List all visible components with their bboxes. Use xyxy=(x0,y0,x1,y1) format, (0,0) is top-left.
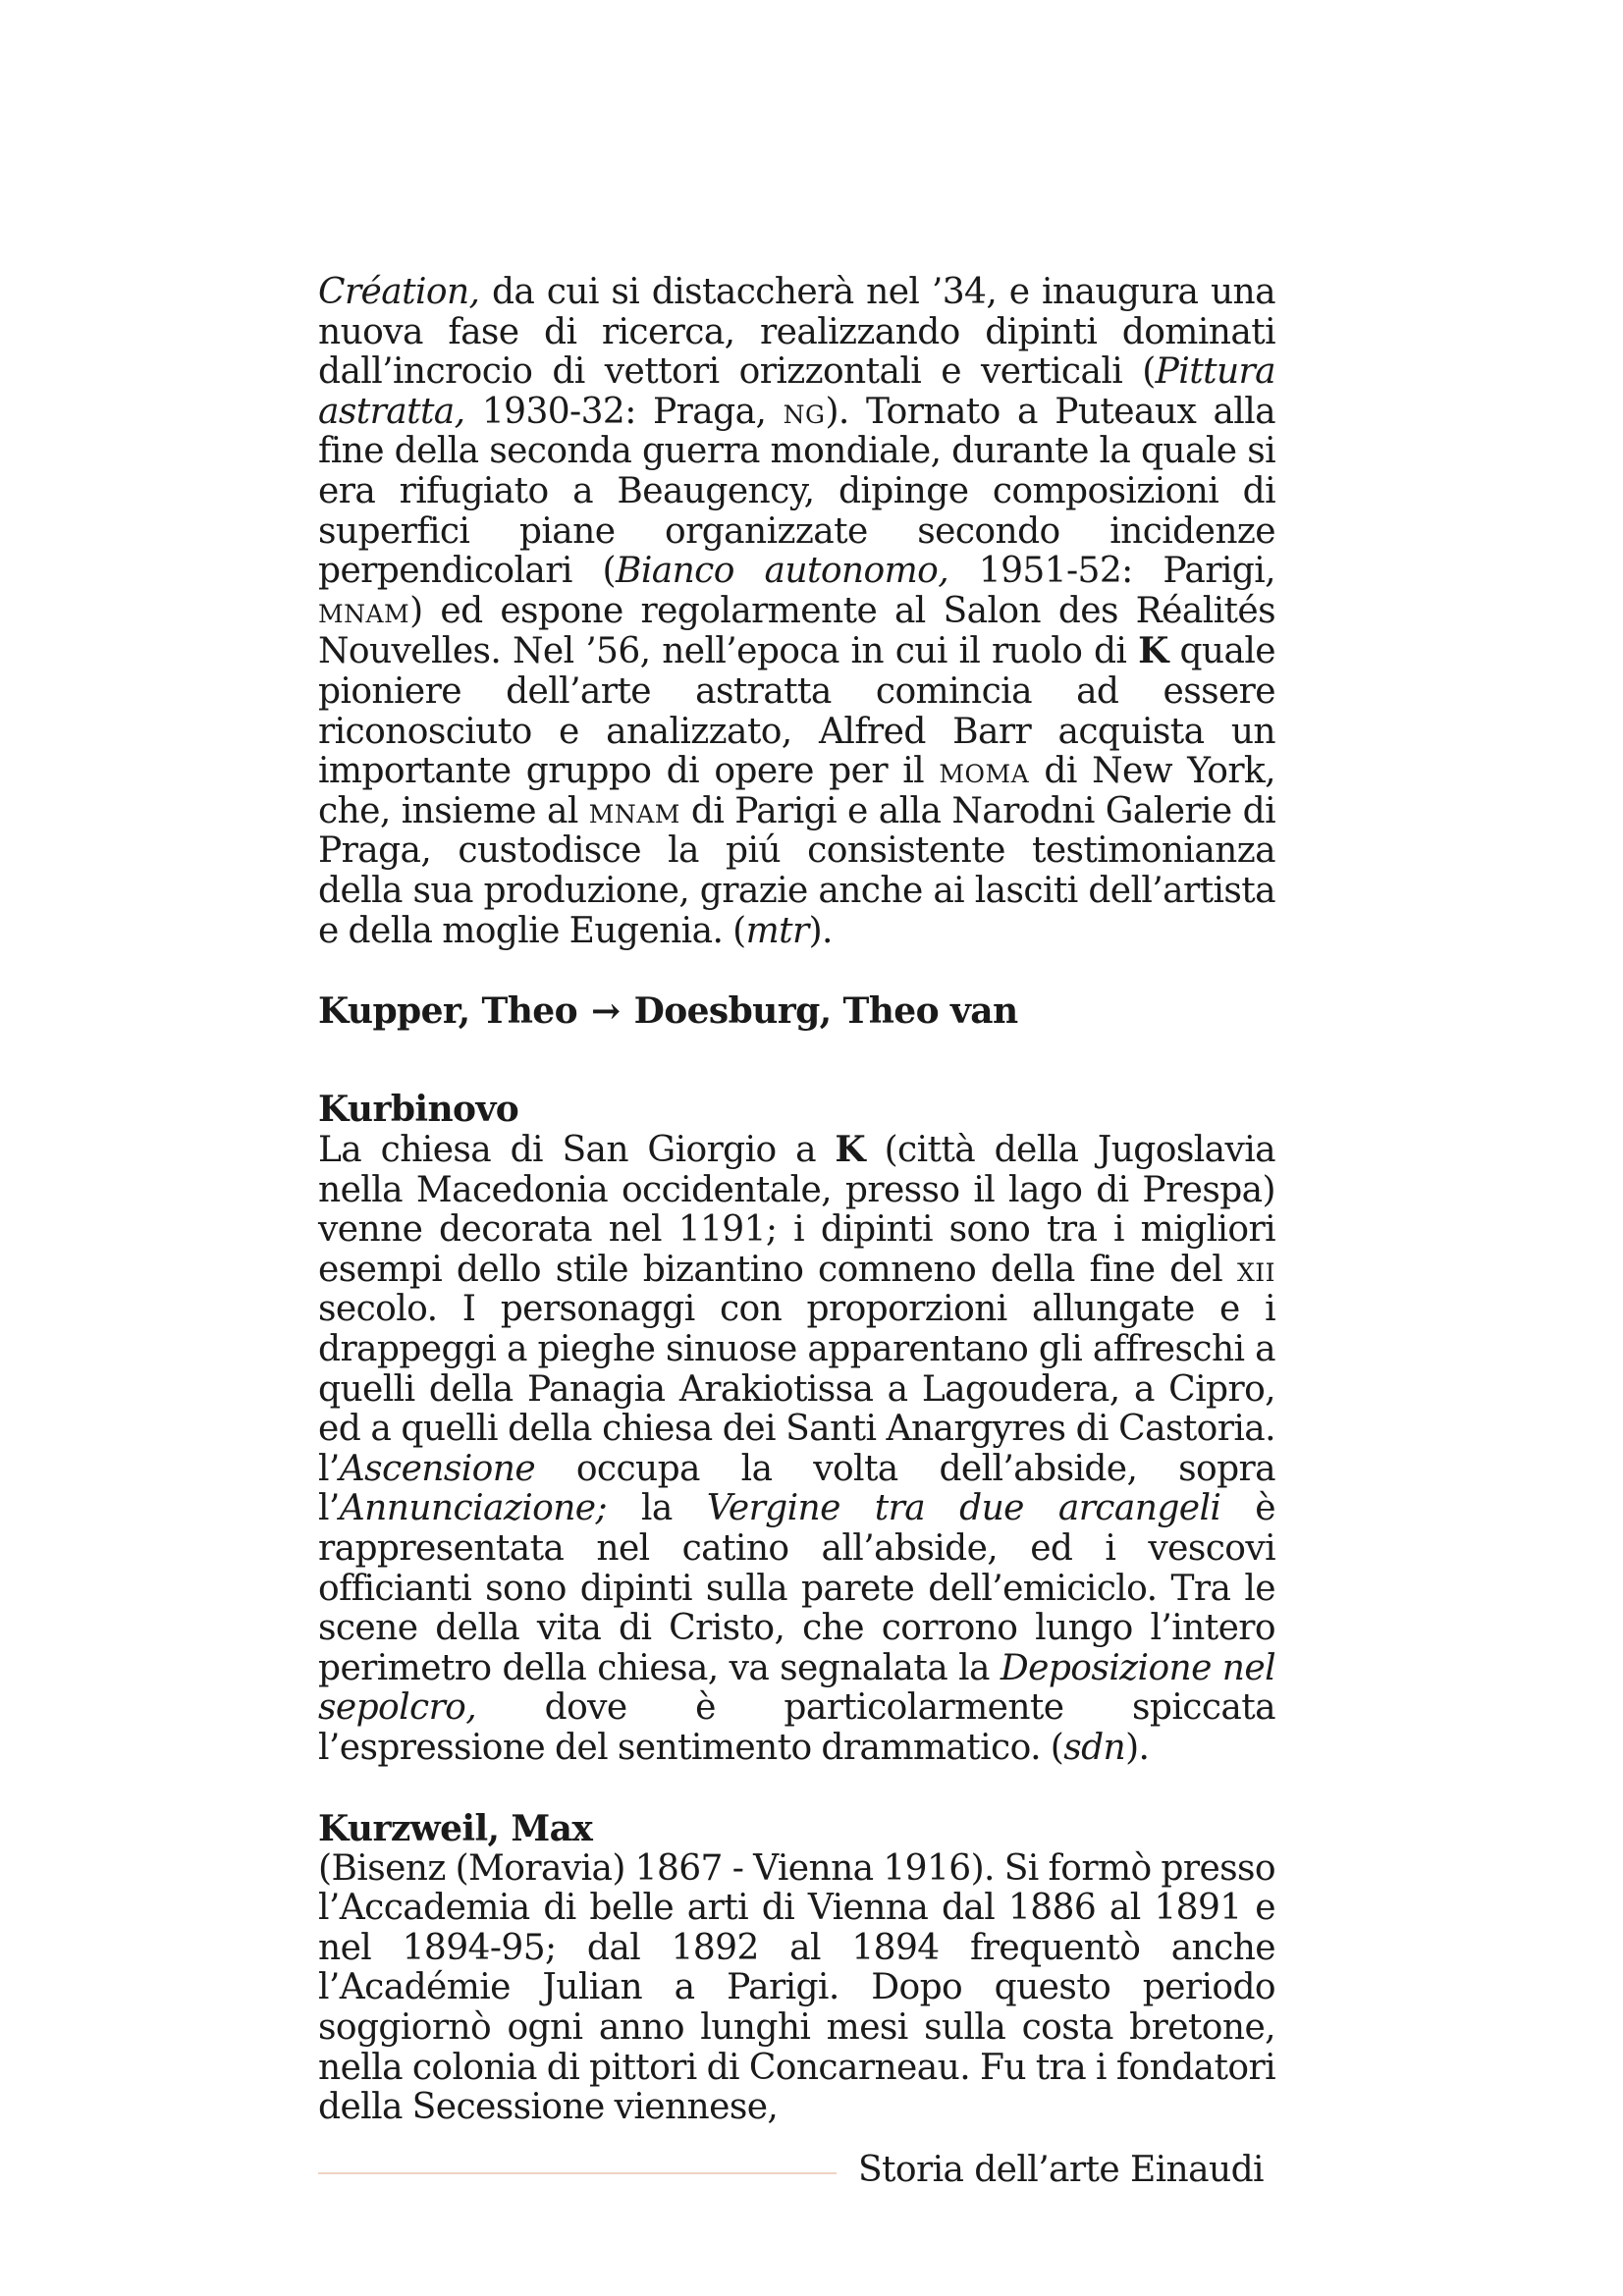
page-body xyxy=(318,273,1275,2128)
work-title: Annunciazione; xyxy=(339,1488,608,1529)
work-title: Pittura astratta, xyxy=(318,351,1275,432)
museum-abbrev: mnam xyxy=(588,790,680,831)
text-run: secolo. I personaggi con proporzioni allungate e i drappeggi a pieghe sinuose apparentano gli affreschi a quelli della Panagia Arakiotissa a Lagoudera, a Cipro, ed a quelli della chiesa dei Santi Anargyres di Castoria. l’ xyxy=(318,1289,1275,1489)
text-run: la xyxy=(607,1488,707,1529)
entry-kurzweil-text: (Bisenz (Moravia) 1867 - Vienna 1916). Si formò presso l’Accademia di belle arti di Vienna dal 1886 al 1891 e nel 1894-95; dal 1892 al 1894 frequentò anche l’Académie Julian a Parigi. Dopo questo periodo soggiornò ogni anno lunghi mesi sulla costa bretone, nella colonia di pittori di Concarneau. Fu tra i fondatori della Secessione viennese, xyxy=(318,1847,1275,2128)
footer-rule xyxy=(318,2172,837,2174)
work-title: Ascensione xyxy=(339,1448,536,1489)
text-run: ). xyxy=(1125,1728,1150,1768)
author-initials: sdn xyxy=(1063,1728,1126,1768)
entry-heading-kurbinovo: Kurbinovo xyxy=(318,1089,519,1131)
work-title: Deposizione nel sepolcro, xyxy=(318,1647,1275,1729)
museum-abbrev: mnam xyxy=(318,590,410,631)
entry-heading-kupper xyxy=(318,990,1275,1032)
entry-kupka-continuation xyxy=(318,273,1275,951)
text-run: ). xyxy=(808,910,833,951)
museum-abbrev: ng xyxy=(783,391,826,432)
text-run: (città della Jugoslavia nella Macedonia occidentale, presso il lago di Prespa) venne decorata nel 1191; i dipinti sono tra i migliori esempi dello stile bizantino comneno della fine del xyxy=(318,1130,1275,1290)
work-title: Vergine tra due arcangeli xyxy=(706,1488,1221,1529)
entry-heading-kurzweil: Kurzweil, Max xyxy=(318,1807,593,1849)
text-run: La chiesa di San Giorgio a xyxy=(318,1130,836,1171)
text-run: quale pioniere dell’arte astratta comincia ad essere riconosciuto e analizzato, Alfred Barr acquista un importante gruppo di opere per il xyxy=(318,631,1275,792)
entry-initial: K xyxy=(1138,630,1168,672)
arrow-right-icon: → xyxy=(591,990,621,1033)
heading-text: Kupper, Theo xyxy=(318,990,578,1033)
text-run: è rappresentata nel catino all’abside, ed i vescovi officianti sono dipinti sulla parete dell’emiciclo. Tra le scene della vita di Cristo, che corrono lungo l’intero perimetro della chiesa, va segnalata la xyxy=(318,1488,1275,1688)
century-numeral: xii xyxy=(1236,1249,1275,1290)
cross-reference-link[interactable]: Doesburg, Theo van xyxy=(633,990,1018,1033)
work-title: Bianco autonomo, xyxy=(615,551,949,592)
text-run: di New York, che, insieme al xyxy=(318,751,1275,831)
entry-kurbinovo-text xyxy=(318,1130,1275,1769)
footer-title: Storia dell’arte Einaudi xyxy=(858,2150,1264,2190)
entry-initial: K xyxy=(835,1129,866,1171)
text-run: da cui si distaccherà nel ’34, e inaugura una nuova fase di ricerca, realizzando dipinti dominati dall’incrocio di vettori orizzontali e verticali ( xyxy=(318,272,1275,393)
text-run: occupa la volta dell’abside, sopra l’ xyxy=(318,1448,1275,1529)
text-run: ) ed espone regolarmente al Salon des Réalités Nouvelles. Nel ’56, nell’epoca in cui il ruolo di xyxy=(318,590,1275,672)
text-run: 1930-32: Praga, xyxy=(464,391,784,432)
museum-abbrev: moma xyxy=(939,751,1030,792)
text-run: dove è particolarmente spiccata l’espressione del sentimento drammatico. ( xyxy=(318,1687,1275,1768)
text-run: 1951-52: Parigi, xyxy=(948,551,1276,592)
text-run: di Parigi e alla Narodni Galerie di Praga, custodisce la piú consistente testimonianza della sua produzione, grazie anche ai lasciti dell’artista e della moglie Eugenia. ( xyxy=(318,790,1275,951)
text-run: ). Tornato a Puteaux alla fine della seconda guerra mondiale, durante la quale si era rifugiato a Beaugency, dipinge composizioni di superfici piane organizzate secondo incidenze perpendicolari ( xyxy=(318,391,1275,592)
author-initials: mtr xyxy=(745,910,809,951)
work-title: Création, xyxy=(318,272,480,312)
